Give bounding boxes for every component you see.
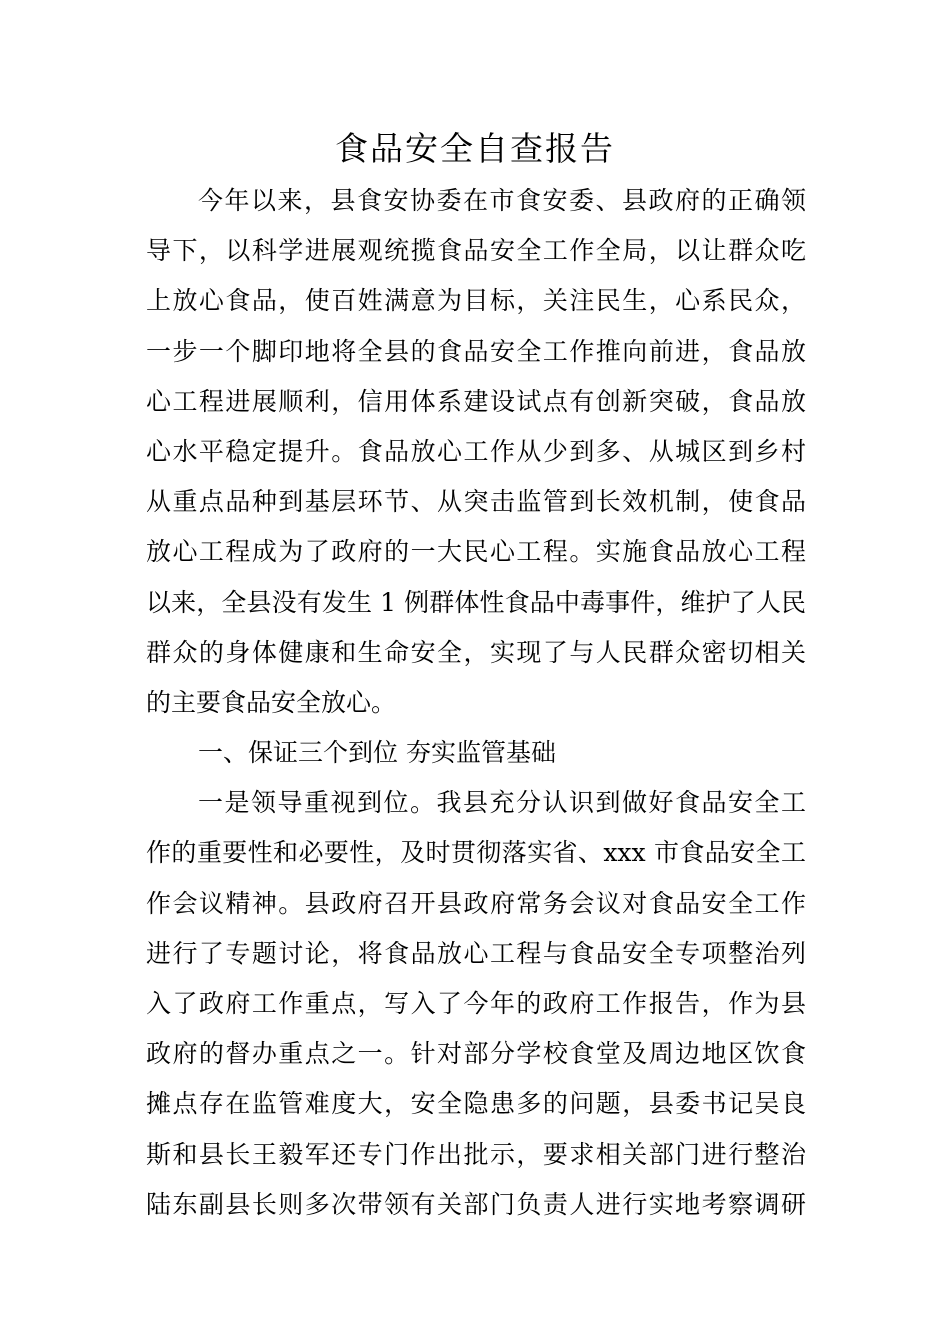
paragraph-line: 摊点存在监管难度大，安全隐患多的问题，县委书记吴良 [146,1089,806,1119]
paragraph-line: 一、保证三个到位 夯实监管基础 [198,738,556,768]
paragraph-line: 作的重要性和必要性，及时贯彻落实省、xxx 市食品安全工 [146,838,806,868]
paragraph-line: 从重点品种到基层环节、从突击监管到长效机制，使食品 [146,487,806,517]
document-title: 食品安全自查报告 [335,129,615,168]
paragraph-line: 心工程进展顺利，信用体系建设试点有创新突破，食品放 [146,386,806,416]
paragraph-line: 的主要食品安全放心。 [146,687,397,717]
paragraph-line: 今年以来，县食安协委在市食安委、县政府的正确领 [198,186,806,215]
paragraph-line: 作会议精神。县政府召开县政府常务会议对食品安全工作 [146,888,806,918]
paragraph-line: 导下，以科学进展观统揽食品安全工作全局，以让群众吃 [146,236,806,266]
paragraph-line: 斯和县长王毅军还专门作出批示，要求相关部门进行整治 [146,1139,806,1169]
paragraph-line: 放心工程成为了政府的一大民心工程。实施食品放心工程 [146,537,806,567]
paragraph-line: 上放心食品，使百姓满意为目标，关注民生，心系民众， [146,286,806,316]
paragraph-line: 群众的身体健康和生命安全，实现了与人民群众密切相关 [146,637,806,667]
paragraph-line: 一步一个脚印地将全县的食品安全工作推向前进，食品放 [146,336,806,366]
paragraph-line: 入了政府工作重点，写入了今年的政府工作报告，作为县 [146,989,806,1018]
paragraph-line: 进行了专题讨论，将食品放心工程与食品安全专项整治列 [146,938,806,968]
paragraph-line: 政府的督办重点之一。针对部分学校食堂及周边地区饮食 [146,1039,806,1069]
document-body [146,176,806,1230]
paragraph-line: 心水平稳定提升。食品放心工作从少到多、从城区到乡村 [146,436,806,466]
paragraph-line: 一是领导重视到位。我县充分认识到做好食品安全工 [198,788,806,818]
paragraph-line: 以来，全县没有发生 1 例群体性食品中毒事件，维护了人民 [146,587,806,617]
paragraph-line: 陆东副县长则多次带领有关部门负责人进行实地考察调研 [146,1189,806,1219]
